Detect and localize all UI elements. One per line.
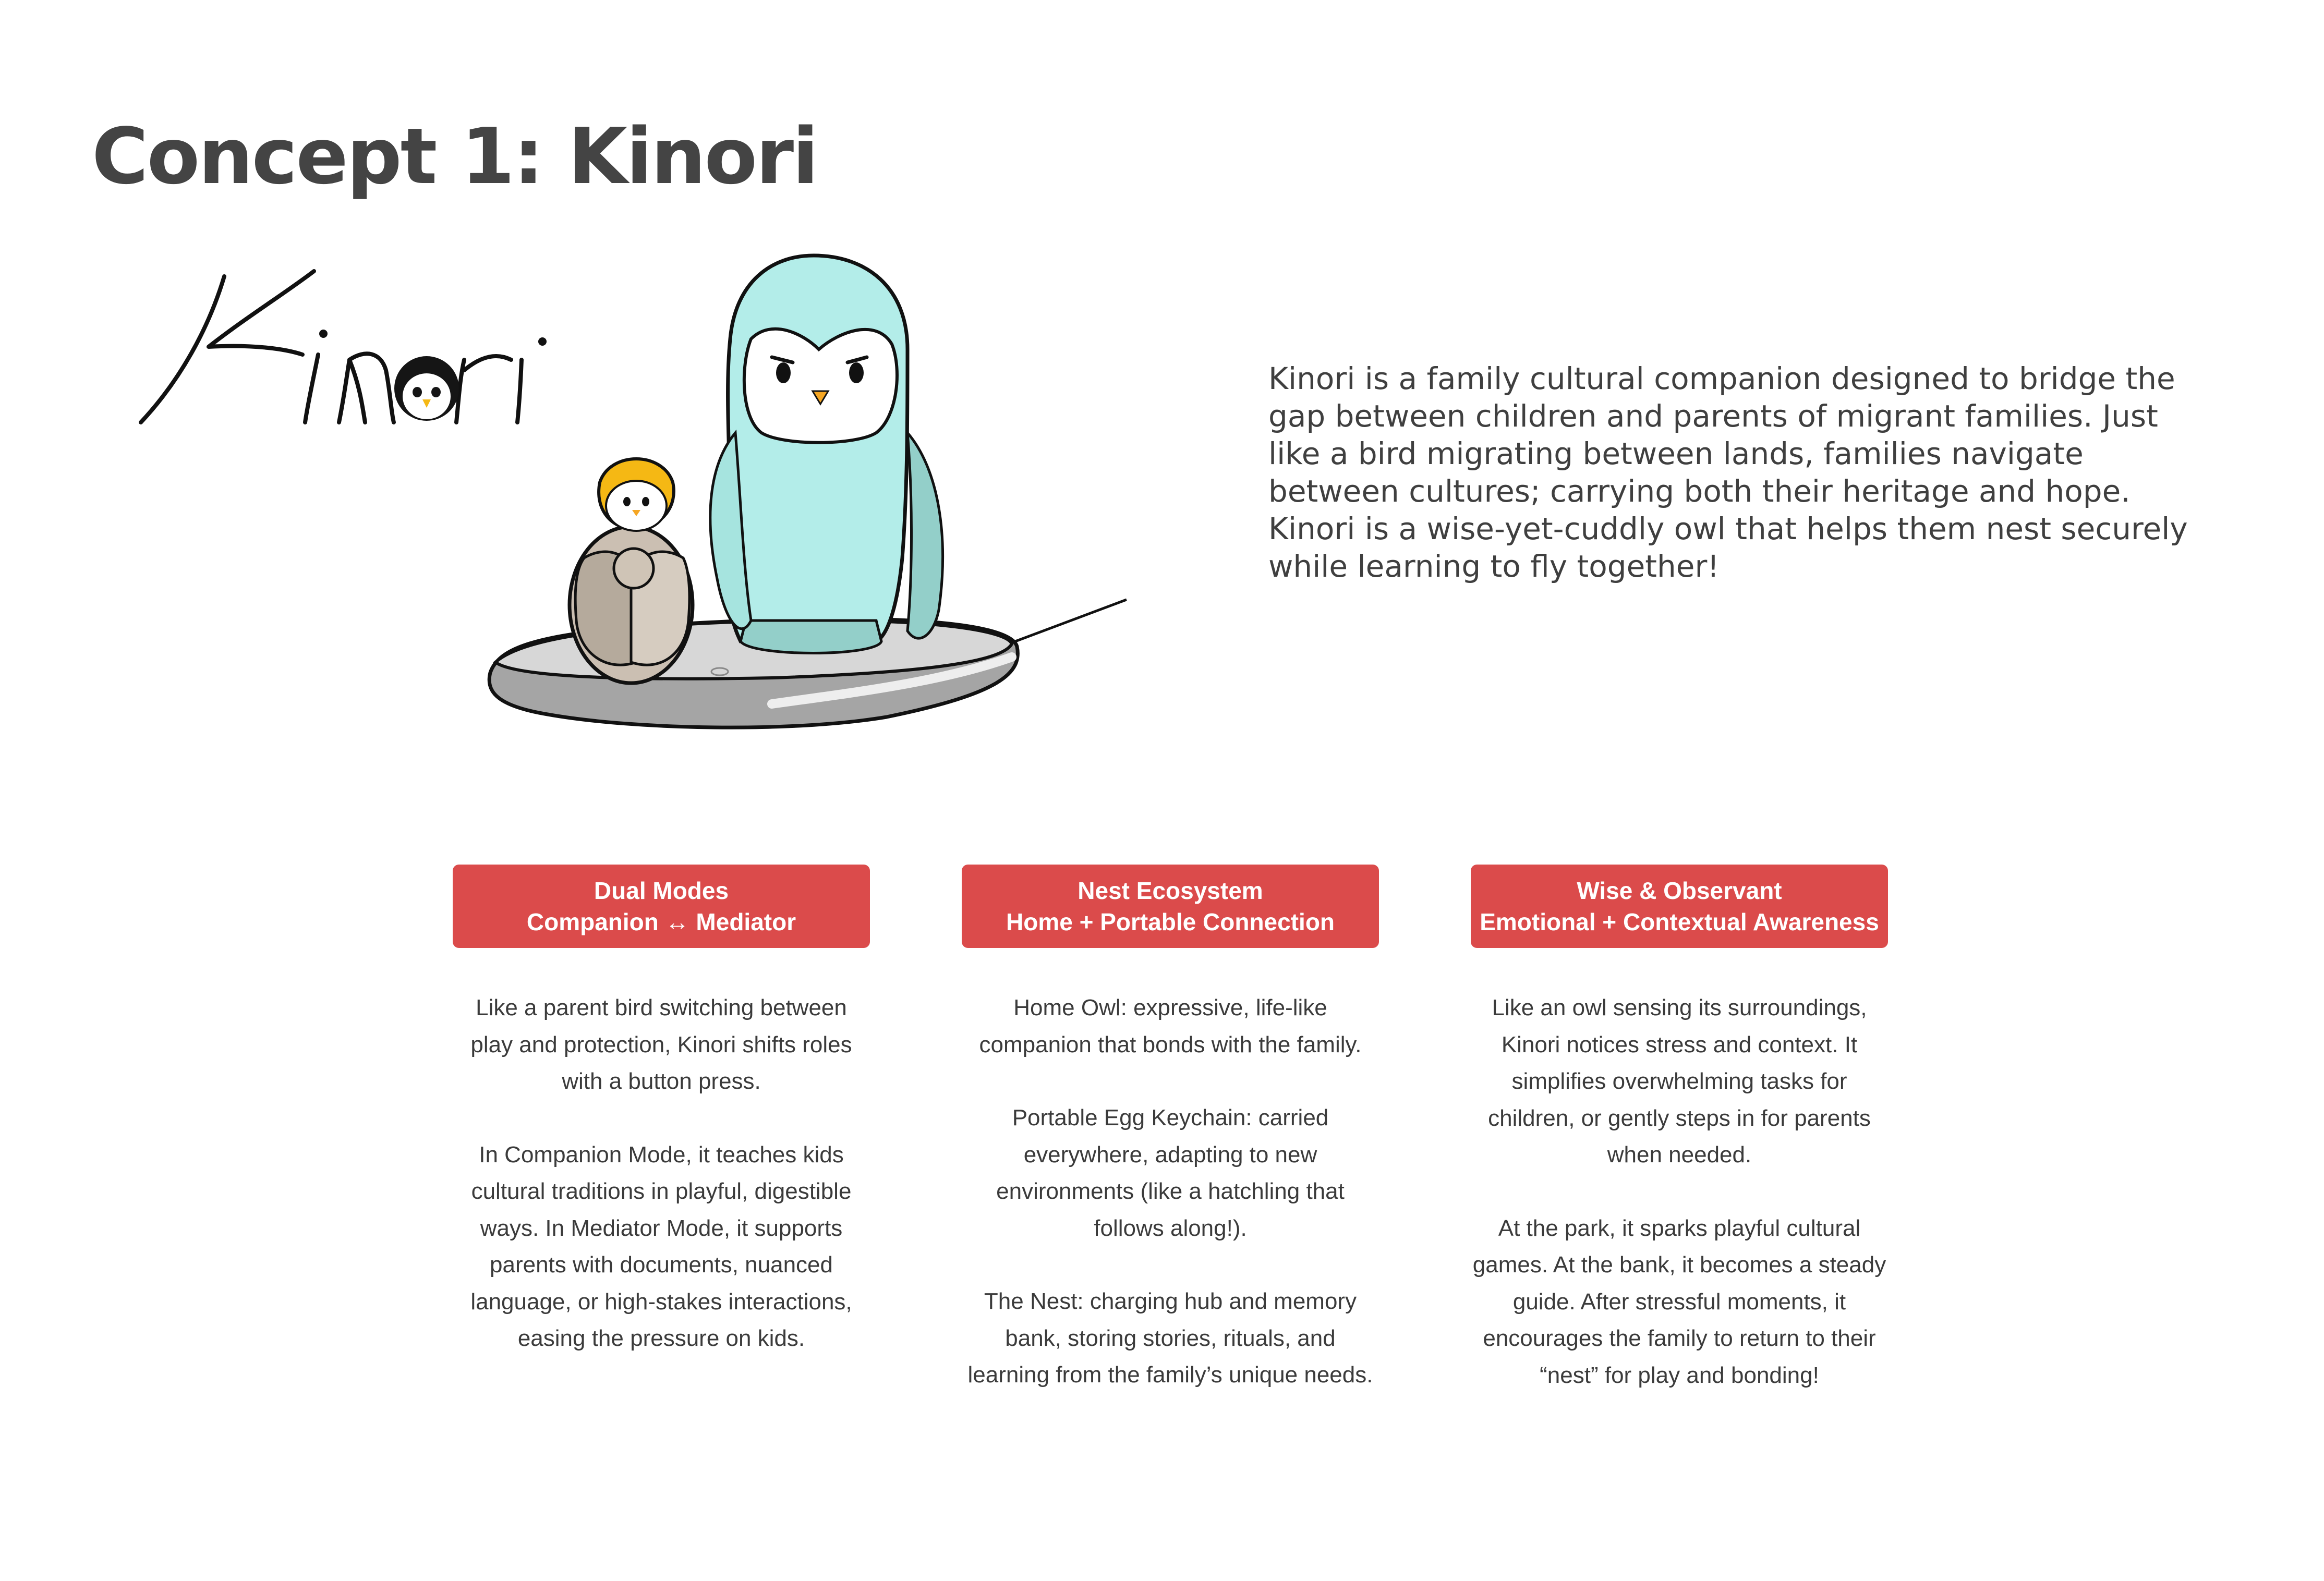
feature-header [453,865,870,948]
feature-header [1471,865,1888,948]
owl-companion [710,256,943,653]
feature-paragraph: Portable Egg Keychain: carried everywhere, adapting to new environments (like a hatchling that follows along!). [996,1105,1345,1241]
feature-paragraph: At the park, it sparks playful cultural games. At the bank, it becomes a steady guide. After stressful moments, it encourages the family to return to their “nest” for play and bonding! [1472,1215,1886,1388]
feature-heading: Dual Modes [594,877,729,904]
charging-cable [1001,600,1127,647]
feature-subheading: Home + Portable Connection [1006,908,1335,935]
penguin-face-icon [394,356,459,421]
feature-paragraph: Like a parent bird switching between play and protection, Kinori shifts roles with a button press. [470,995,852,1094]
feature-heading: Wise & Observant [1577,877,1782,904]
feature-subheading: Emotional + Contextual Awareness [1480,908,1879,935]
feature-header [962,865,1379,948]
feature-paragraph: Like an owl sensing its surroundings, Kinori notices stress and context. It simplifies overwhelming tasks for children, or gently steps in for parents when needed. [1488,995,1871,1167]
concept-description: Kinori is a family cultural companion designed to bridge the gap between children and parents of migrant families. Just like a bird migrating between lands, families navigate between cultures; carrying both their heritage and hope. Kinori is a wise-yet-cuddly owl that helps them nest securely while learning to fly together! [1268,361,2188,584]
feature-description [1471,990,1888,1394]
feature-wise-observant [1471,865,1888,1430]
feature-paragraph: The Nest: charging hub and memory bank, storing stories, rituals, and learning from the family’s unique needs. [967,1288,1373,1388]
feature-paragraph: In Companion Mode, it teaches kids cultural traditions in playful, digestible ways. In Mediator Mode, it supports parents with documents, nuanced language, or high-stakes interactions, easing the pressure on kids. [470,1141,852,1351]
page-title: Concept 1: Kinori [92,112,817,201]
feature-description [962,990,1379,1394]
feature-dual-modes [453,865,870,1394]
feature-heading: Nest Ecosystem [1078,877,1263,904]
feature-nest-ecosystem [962,865,1379,1430]
feature-description [453,990,870,1357]
feature-subheading: Companion ↔ Mediator [526,908,796,935]
egg-keychain [570,459,693,683]
kinori-product-illustration [480,245,1137,756]
feature-paragraph: Home Owl: expressive, life-like companion that bonds with the family. [979,995,1362,1057]
